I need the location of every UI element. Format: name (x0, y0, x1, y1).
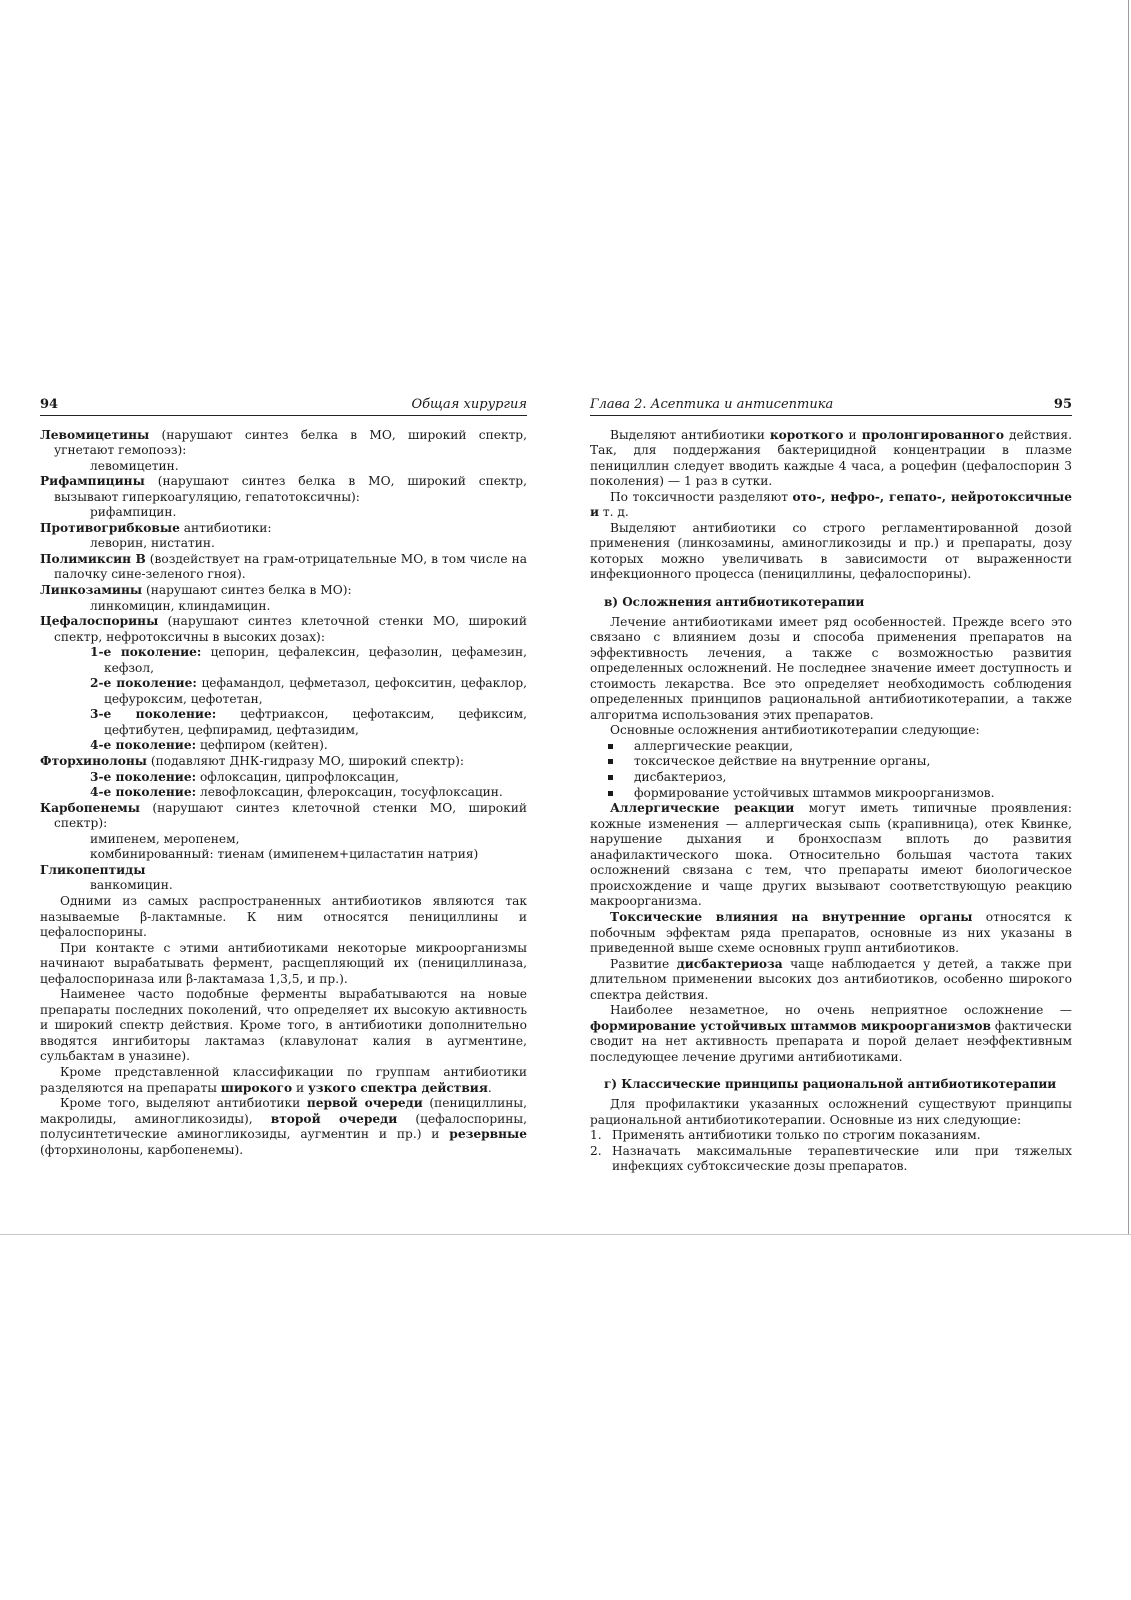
paragraph: Основные осложнения антибиотикотерапии следующие: (610, 723, 980, 738)
complications-list (590, 739, 1072, 801)
paragraph: По токсичности разделяют ото-, нефро-, гепато-, нейротоксичные и т. д. (590, 489, 1072, 520)
list-item: аллергические реакции, (590, 739, 1072, 755)
generation-item: 3-е поколение: цефтриаксон, цефотаксим, цефиксим, цефтибутен, цефпирамид, цефтазидим, (90, 707, 527, 737)
paragraph: Выделяют антибиотики короткого и пролонгированного действия. Так, для поддержания бактерицидной концентрации в плазме пенициллин следует вводить каждые 4 часа, а роцефин (цефалоспорин 3 поколения) — 1 раз в сутки. (590, 427, 1072, 489)
paragraph: Наиболее незаметное, но очень неприятное осложнение — формирование устойчивых штаммов микроорганизмов фактически сводит на нет активность препарата и порой делает неэффективным последующее лечение другими антибиотиками. (590, 1003, 1073, 1064)
page-edge-shadow (1128, 0, 1129, 1235)
class-name: Гликопептиды (40, 862, 146, 877)
list-item: дисбактериоз, (590, 770, 1072, 786)
class-entry: Цефалоспорины (нарушают синтез клеточной стенки МО, широкий спектр, нефротоксичны в высоких дозах): (40, 614, 527, 644)
class-entry: Противогрибковые антибиотики: (40, 520, 272, 535)
paragraph: Выделяют антибиотики со строго регламентированной дозой применения (линкозамины, аминогликозиды и пр.) и препараты, дозу которых можно увеличивать в зависимости от выраженности инфекционного процесса (пенициллины, цефалоспорины). (590, 520, 1072, 582)
spread-bottom-edge (0, 1234, 1131, 1235)
bullet-icon (608, 775, 613, 780)
list-item: 2. Назначать максимальные терапевтические или при тяжелых инфекциях субтоксические дозы препаратов. (590, 1143, 1072, 1174)
bullet-icon (608, 791, 613, 796)
generation-item: 4-е поколение: левофлоксацин, флероксацин, тосуфлоксацин. (90, 785, 503, 800)
paragraph: Наименее часто подобные ферменты вырабатываются на новые препараты последних поколений, что определяет их высокую активность и широкий спектр действия. Кроме того, в антибиотики дополнительно вводятся ингибиторы лактамаз (клавулонат калия в аугментине, сульбактам в уназине). (40, 987, 527, 1064)
paragraph: Кроме представленной классификации по группам антибиотики разделяются на препараты широкого и узкого спектра действия. (40, 1064, 527, 1095)
list-item: формирование устойчивых штаммов микроорганизмов. (590, 786, 1072, 802)
drug-list: рифампицин. (90, 505, 177, 520)
generation-item: 3-е поколение: офлоксацин, ципрофлоксацин, (90, 769, 399, 784)
class-name: Левомицетины (40, 427, 150, 442)
paragraph: Кроме того, выделяют антибиотики первой очереди (пенициллины, макролиды, аминогликозиды), второй очереди (цефалоспорины, полусинтетические аминогликозиды, аугментин и пр.) и резервные (фторхинолоны, карбопенемы). (40, 1096, 527, 1157)
class-name: Полимиксин В (40, 551, 146, 566)
list-item: 1. Применять антибиотики только по строгим показаниям. (590, 1128, 981, 1143)
class-name: Линкозамины (40, 583, 143, 598)
section-heading: г) Классические принципы рациональной антибиотикотерапии (604, 1077, 1057, 1092)
section-heading: в) Осложнения антибиотикотерапии (604, 595, 865, 610)
class-name: Карбопенемы (40, 800, 140, 815)
running-header (40, 397, 527, 416)
running-title: Глава 2. Асептика и антисептика (590, 397, 834, 412)
page-number: 95 (1053, 397, 1072, 412)
drug-list: имипенем, меропенем, (90, 831, 240, 846)
page-94 (40, 397, 527, 1158)
bullet-icon (608, 744, 613, 749)
class-name: Рифампицины (40, 474, 145, 489)
class-entry: Карбопенемы (нарушают синтез клеточной стенки МО, широкий спектр): (40, 800, 527, 831)
paragraph: Лечение антибиотиками имеет ряд особенностей. Прежде всего это связано с влиянием дозы и способа применения препаратов на эффективность лечения, а также с возможностью развития определенных осложнений. Не последнее значение имеет доступность и стоимость лекарства. Все это определяет необходимость соблюдения определенных принципов рациональной антибиотикотерапии, а также алгоритма использования этих препаратов. (590, 614, 1072, 722)
generation-item: 1-е поколение: цепорин, цефалексин, цефазолин, цефамезин, кефзол, (90, 645, 527, 675)
paragraph: При контакте с этими антибиотиками некоторые микроорганизмы начинают вырабатывать фермент, расщепляющий их (пенициллиназа, цефалоспориназа или β-лактамаза 1,3,5, и пр.). (40, 940, 527, 986)
class-entry: Фторхинолоны (подавляют ДНК-гидразу МО, широкий спектр): (40, 754, 464, 769)
paragraph: Одними из самых распространенных антибиотиков являются так называемые β-лактамные. К ним относятся пенициллины и цефалоспорины. (40, 893, 527, 940)
class-entry: Рифампицины (нарушают синтез белка в МО, широкий спектр, вызывают гиперкоагуляцию, гепатотоксичны): (40, 474, 527, 504)
paragraph: Для профилактики указанных осложнений существуют принципы рациональной антибиотикотерапии. Основные из них следующие: (590, 1096, 1072, 1127)
drug-list: левомицетин. (90, 458, 179, 473)
running-title: Общая хирургия (411, 397, 527, 412)
drug-list: линкомицин, клиндамицин. (90, 598, 271, 613)
bullet-icon (608, 759, 613, 764)
class-entry: Полимиксин В (воздействует на грам-отрицательные МО, в том числе на палочку сине-зеленого гноя). (40, 551, 527, 582)
principles-list (590, 1128, 1072, 1175)
class-name: Противогрибковые (40, 520, 180, 535)
paragraph: Аллергические реакции могут иметь типичные проявления: кожные изменения — аллергическая сыпь (крапивница), отек Квинке, нарушение дыхания и бронхоспазм вплоть до развития анафилактического шока. Относительно большая частота таких осложнений связана с тем, что препараты имеют биологическое происхождение и чаще других вызывают соответствующую реакцию макроорганизма. (590, 801, 1072, 909)
class-entry: Левомицетины (нарушают синтез белка в МО, широкий спектр, угнетают гемопоэз): (40, 427, 527, 458)
paragraph: Токсические влияния на внутренние органы относятся к побочным эффектам ряда препаратов, основные из них указаны в приведенной выше схеме основных групп антибиотиков. (590, 909, 1072, 956)
class-entry (40, 863, 527, 879)
class-entry: Линкозамины (нарушают синтез белка в МО): (40, 583, 352, 598)
running-header (590, 397, 1072, 416)
drug-list: комбинированный: тиенам (имипенем+циластатин натрия) (90, 847, 479, 862)
generation-item: 2-е поколение: цефамандол, цефметазол, цефокситин, цефаклор, цефуроксим, цефотетан, (90, 676, 528, 706)
generation-item: 4-е поколение: цефпиром (кейтен). (90, 738, 328, 753)
page-number: 94 (40, 397, 59, 412)
list-item: токсическое действие на внутренние органы, (590, 754, 1072, 770)
drug-list: ванкомицин. (90, 878, 173, 893)
page-95 (590, 397, 1072, 1175)
class-name: Цефалоспорины (40, 614, 159, 629)
drug-list: леворин, нистатин. (90, 536, 215, 551)
paragraph: Развитие дисбактериоза чаще наблюдается у детей, а также при длительном применении высоких доз антибиотиков, особенно широкого спектра действия. (590, 956, 1072, 1002)
class-name: Фторхинолоны (40, 754, 147, 769)
